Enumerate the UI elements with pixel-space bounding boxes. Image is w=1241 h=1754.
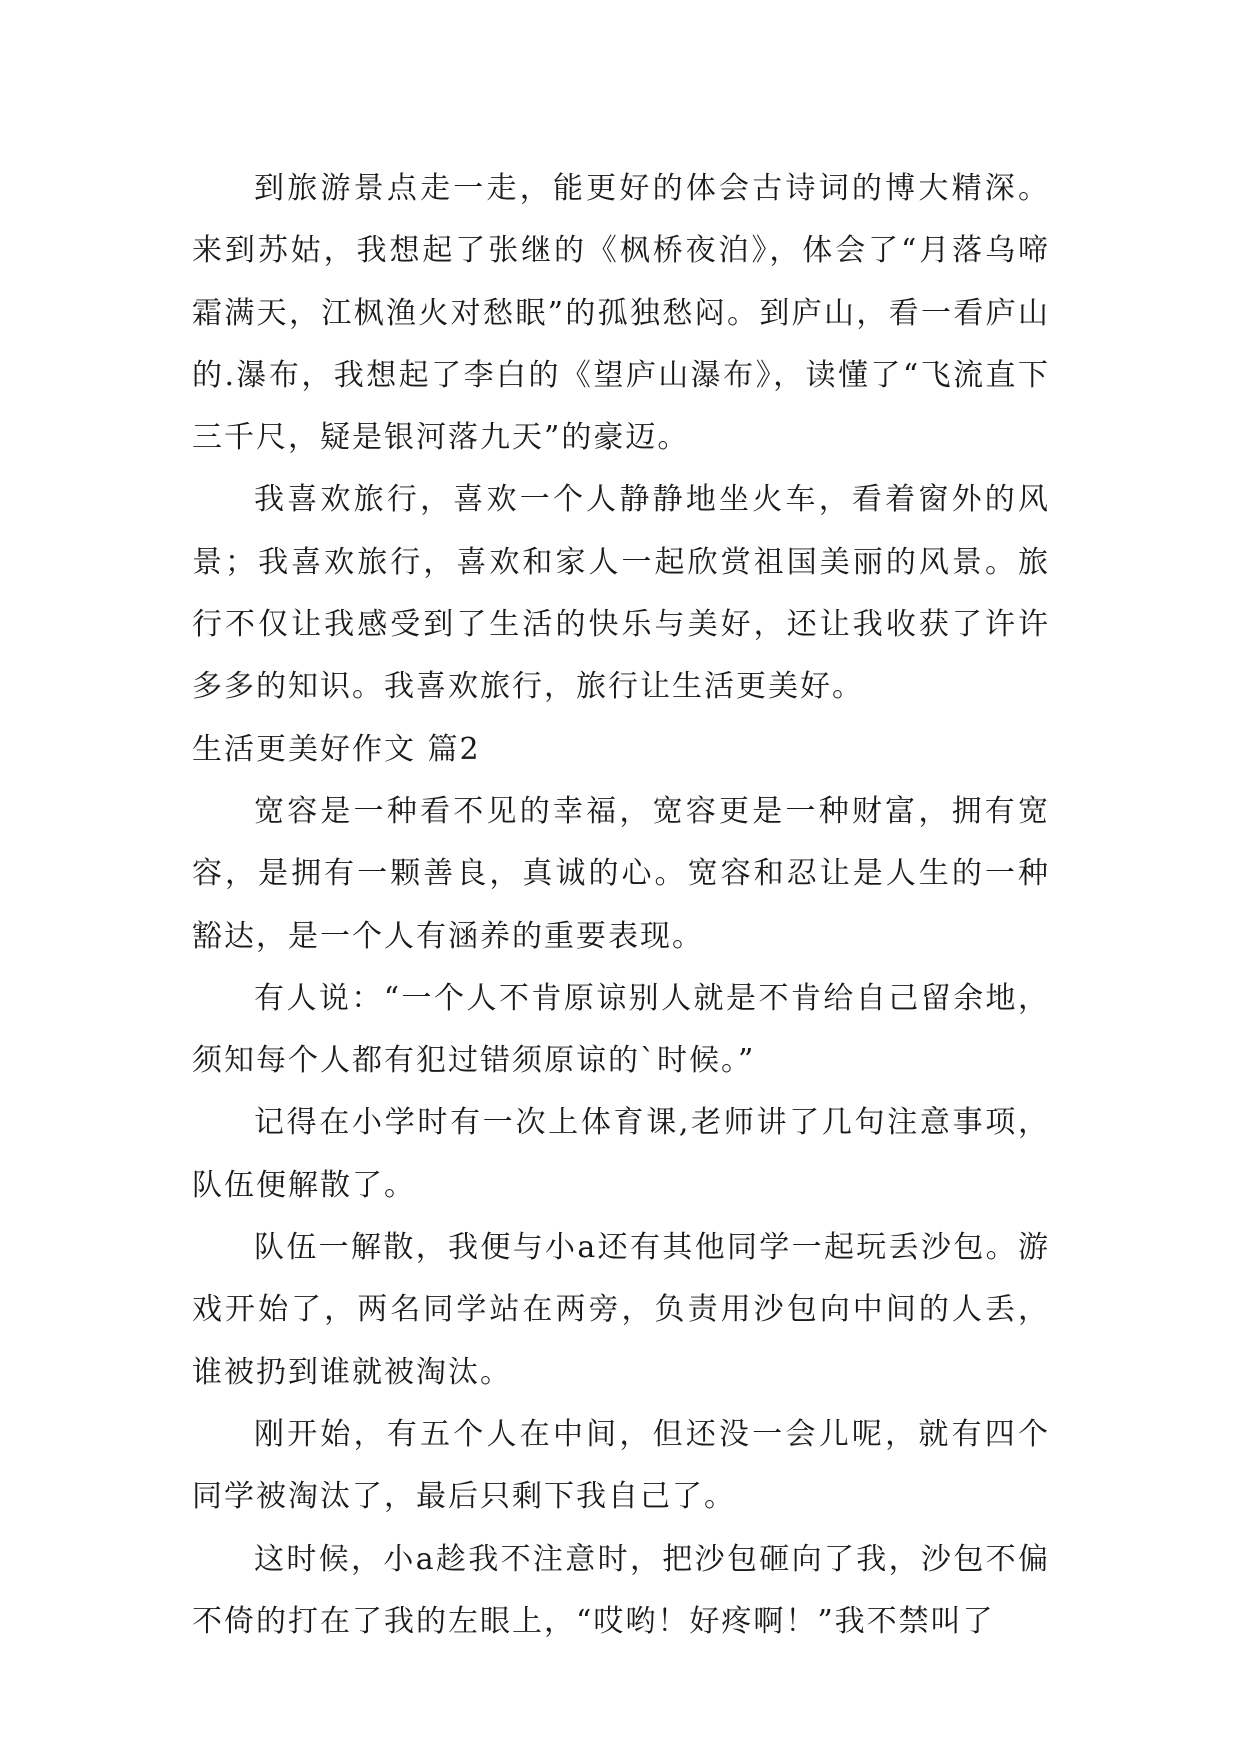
section-heading: 生活更美好作文 篇2 xyxy=(192,731,481,767)
paragraph-sandbag-game: 队伍一解散，我便与小a还有其他同学一起玩丢沙包。游戏开始了，两名同学站在两旁，负责用沙包向中间的人丢，谁被扔到谁就被淘汰。 xyxy=(192,1230,1050,1390)
paragraph-pe-class: 记得在小学时有一次上体育课,老师讲了几句注意事项，队伍便解散了。 xyxy=(192,1105,1050,1203)
paragraph-hit-eye: 这时候，小a趁我不注意时，把沙包砸向了我，沙包不偏不倚的打在了我的左眼上，“哎哟！好疼啊！”我不禁叫了 xyxy=(192,1541,1050,1639)
paragraph-love-travel: 我喜欢旅行，喜欢一个人静静地坐火车，看着窗外的风景；我喜欢旅行，喜欢和家人一起欣赏祖国美丽的风景。旅行不仅让我感受到了生活的快乐与美好，还让我收获了许许多多的知识。我喜欢旅行，旅行让生活更美好。 xyxy=(192,482,1050,705)
paragraph-quote: 有人说：“一个人不肯原谅别人就是不肯给自己留余地，须知每个人都有犯过错须原谅的`时候。” xyxy=(192,980,1050,1079)
paragraph-eliminated: 刚开始，有五个人在中间，但还没一会儿呢，就有四个同学被淘汰了，最后只剩下我自己了。 xyxy=(192,1416,1050,1515)
document-page xyxy=(192,158,1050,1653)
paragraph-tolerance: 宽容是一种看不见的幸福，宽容更是一种财富，拥有宽容，是拥有一颗善良，真诚的心。宽容和忍让是人生的一种豁达，是一个人有涵养的重要表现。 xyxy=(192,793,1050,954)
paragraph-travel-poetry: 到旅游景点走一走，能更好的体会古诗词的博大精深。来到苏姑，我想起了张继的《枫桥夜泊》，体会了“月落乌啼霜满天，江枫渔火对愁眠”的孤独愁闷。到庐山，看一看庐山的.瀑布，我想起了李白的《望庐山瀑布》，读懂了“飞流直下三千尺，疑是银河落九天”的豪迈。 xyxy=(192,171,1050,456)
